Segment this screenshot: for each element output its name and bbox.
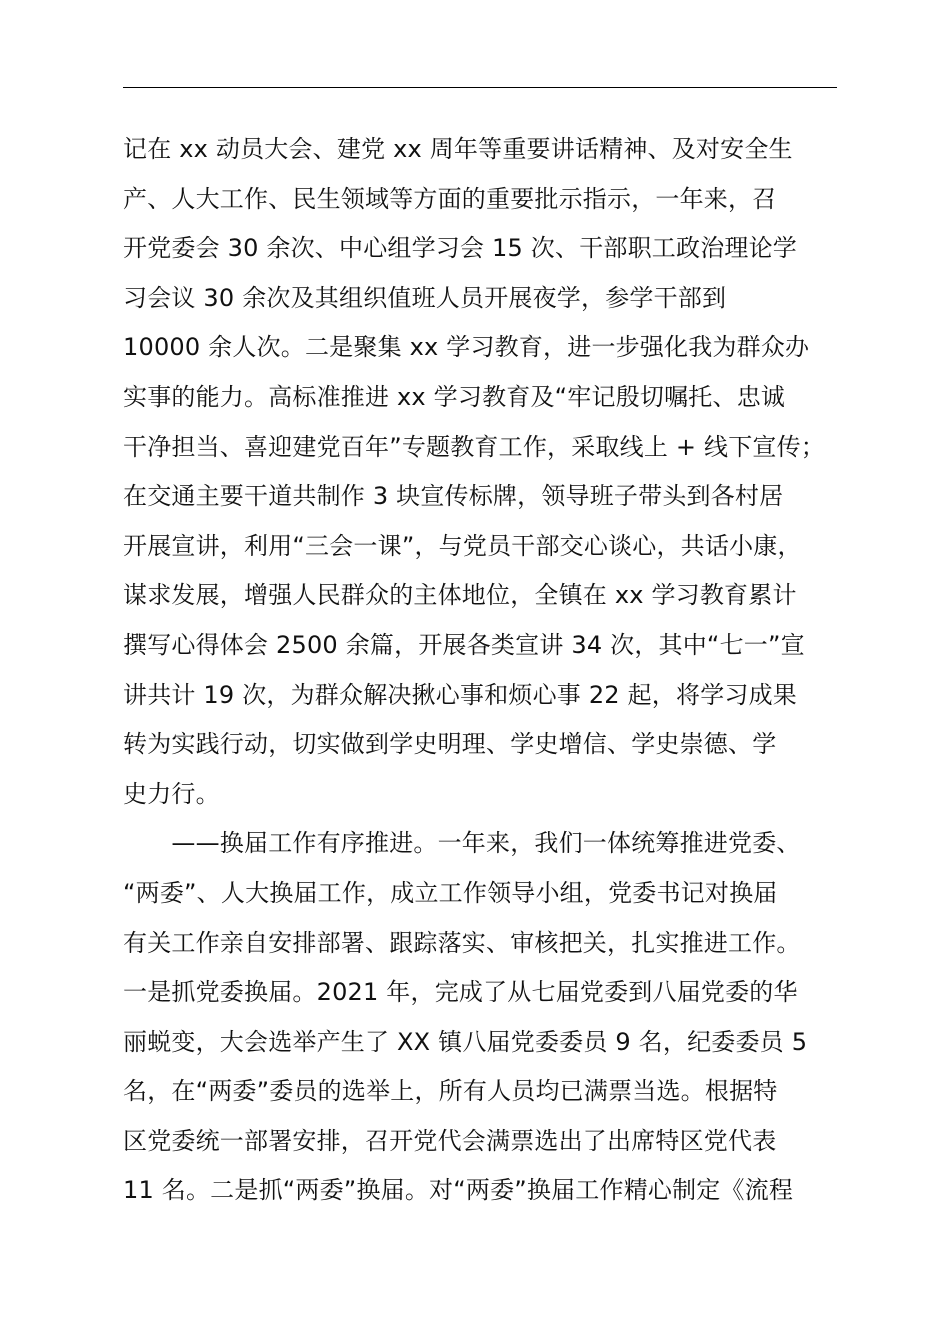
text-line: 10000 余人次。二是聚集 xx 学习教育，进一步强化我为群众办 xyxy=(123,333,810,362)
text-line: 干净担当、喜迎建党百年”专题教育工作，采取线上 + 线下宣传； xyxy=(123,432,825,461)
text-line: 一是抓党委换届。2021 年，完成了从七届党委到八届党委的华 xyxy=(123,978,798,1007)
text-line: 习会议 30 余次及其组织值班人员开展夜学，参学干部到 xyxy=(123,283,727,312)
header-rule xyxy=(123,87,837,88)
text-line: 名，在“两委”委员的选举上，所有人员均已满票当选。根据特 xyxy=(123,1077,778,1106)
document-body xyxy=(123,125,839,1216)
text-line: 谋求发展，增强人民群众的主体地位，全镇在 xx 学习教育累计 xyxy=(123,581,797,610)
text-line: 史力行。 xyxy=(123,779,220,808)
text-line: 讲共计 19 次，为群众解决揪心事和烦心事 22 起，将学习成果 xyxy=(123,680,797,709)
text-line: “两委”、人大换届工作，成立工作领导小组，党委书记对换届 xyxy=(123,878,778,907)
text-line: 撰写心得体会 2500 余篇，开展各类宣讲 34 次，其中“七一”宣 xyxy=(123,630,805,659)
text-line: 转为实践行动，切实做到学史明理、学史增信、学史崇德、学 xyxy=(123,730,777,759)
text-line: 有关工作亲自安排部署、跟踪落实、审核把关，扎实推进工作。 xyxy=(123,928,801,957)
paragraph-start-line: ——换届工作有序推进。一年来，我们一体统筹推进党委、 xyxy=(123,829,801,858)
text-line: 丽蜕变，大会选举产生了 XX 镇八届党委委员 9 名，纪委委员 5 xyxy=(123,1027,808,1056)
text-line: 实事的能力。高标准推进 xx 学习教育及“牢记殷切嘱托、忠诚 xyxy=(123,382,786,411)
text-line: 开党委会 30 余次、中心组学习会 15 次、干部职工政治理论学 xyxy=(123,234,797,263)
text-line: 开展宣讲，利用“三会一课”，与党员干部交心谈心，共话小康， xyxy=(123,531,802,560)
text-line: 区党委统一部署安排，召开党代会满票选出了出席特区党代表 xyxy=(123,1126,777,1155)
text-line: 11 名。二是抓“两委”换届。对“两委”换届工作精心制定《流程 xyxy=(123,1176,794,1205)
text-line: 产、人大工作、民生领域等方面的重要批示指示，一年来，召 xyxy=(123,184,777,213)
text-line: 记在 xx 动员大会、建党 xx 周年等重要讲话精神、及对安全生 xyxy=(123,135,793,163)
text-line: 在交通主要干道共制作 3 块宣传标牌，领导班子带头到各村居 xyxy=(123,482,784,511)
